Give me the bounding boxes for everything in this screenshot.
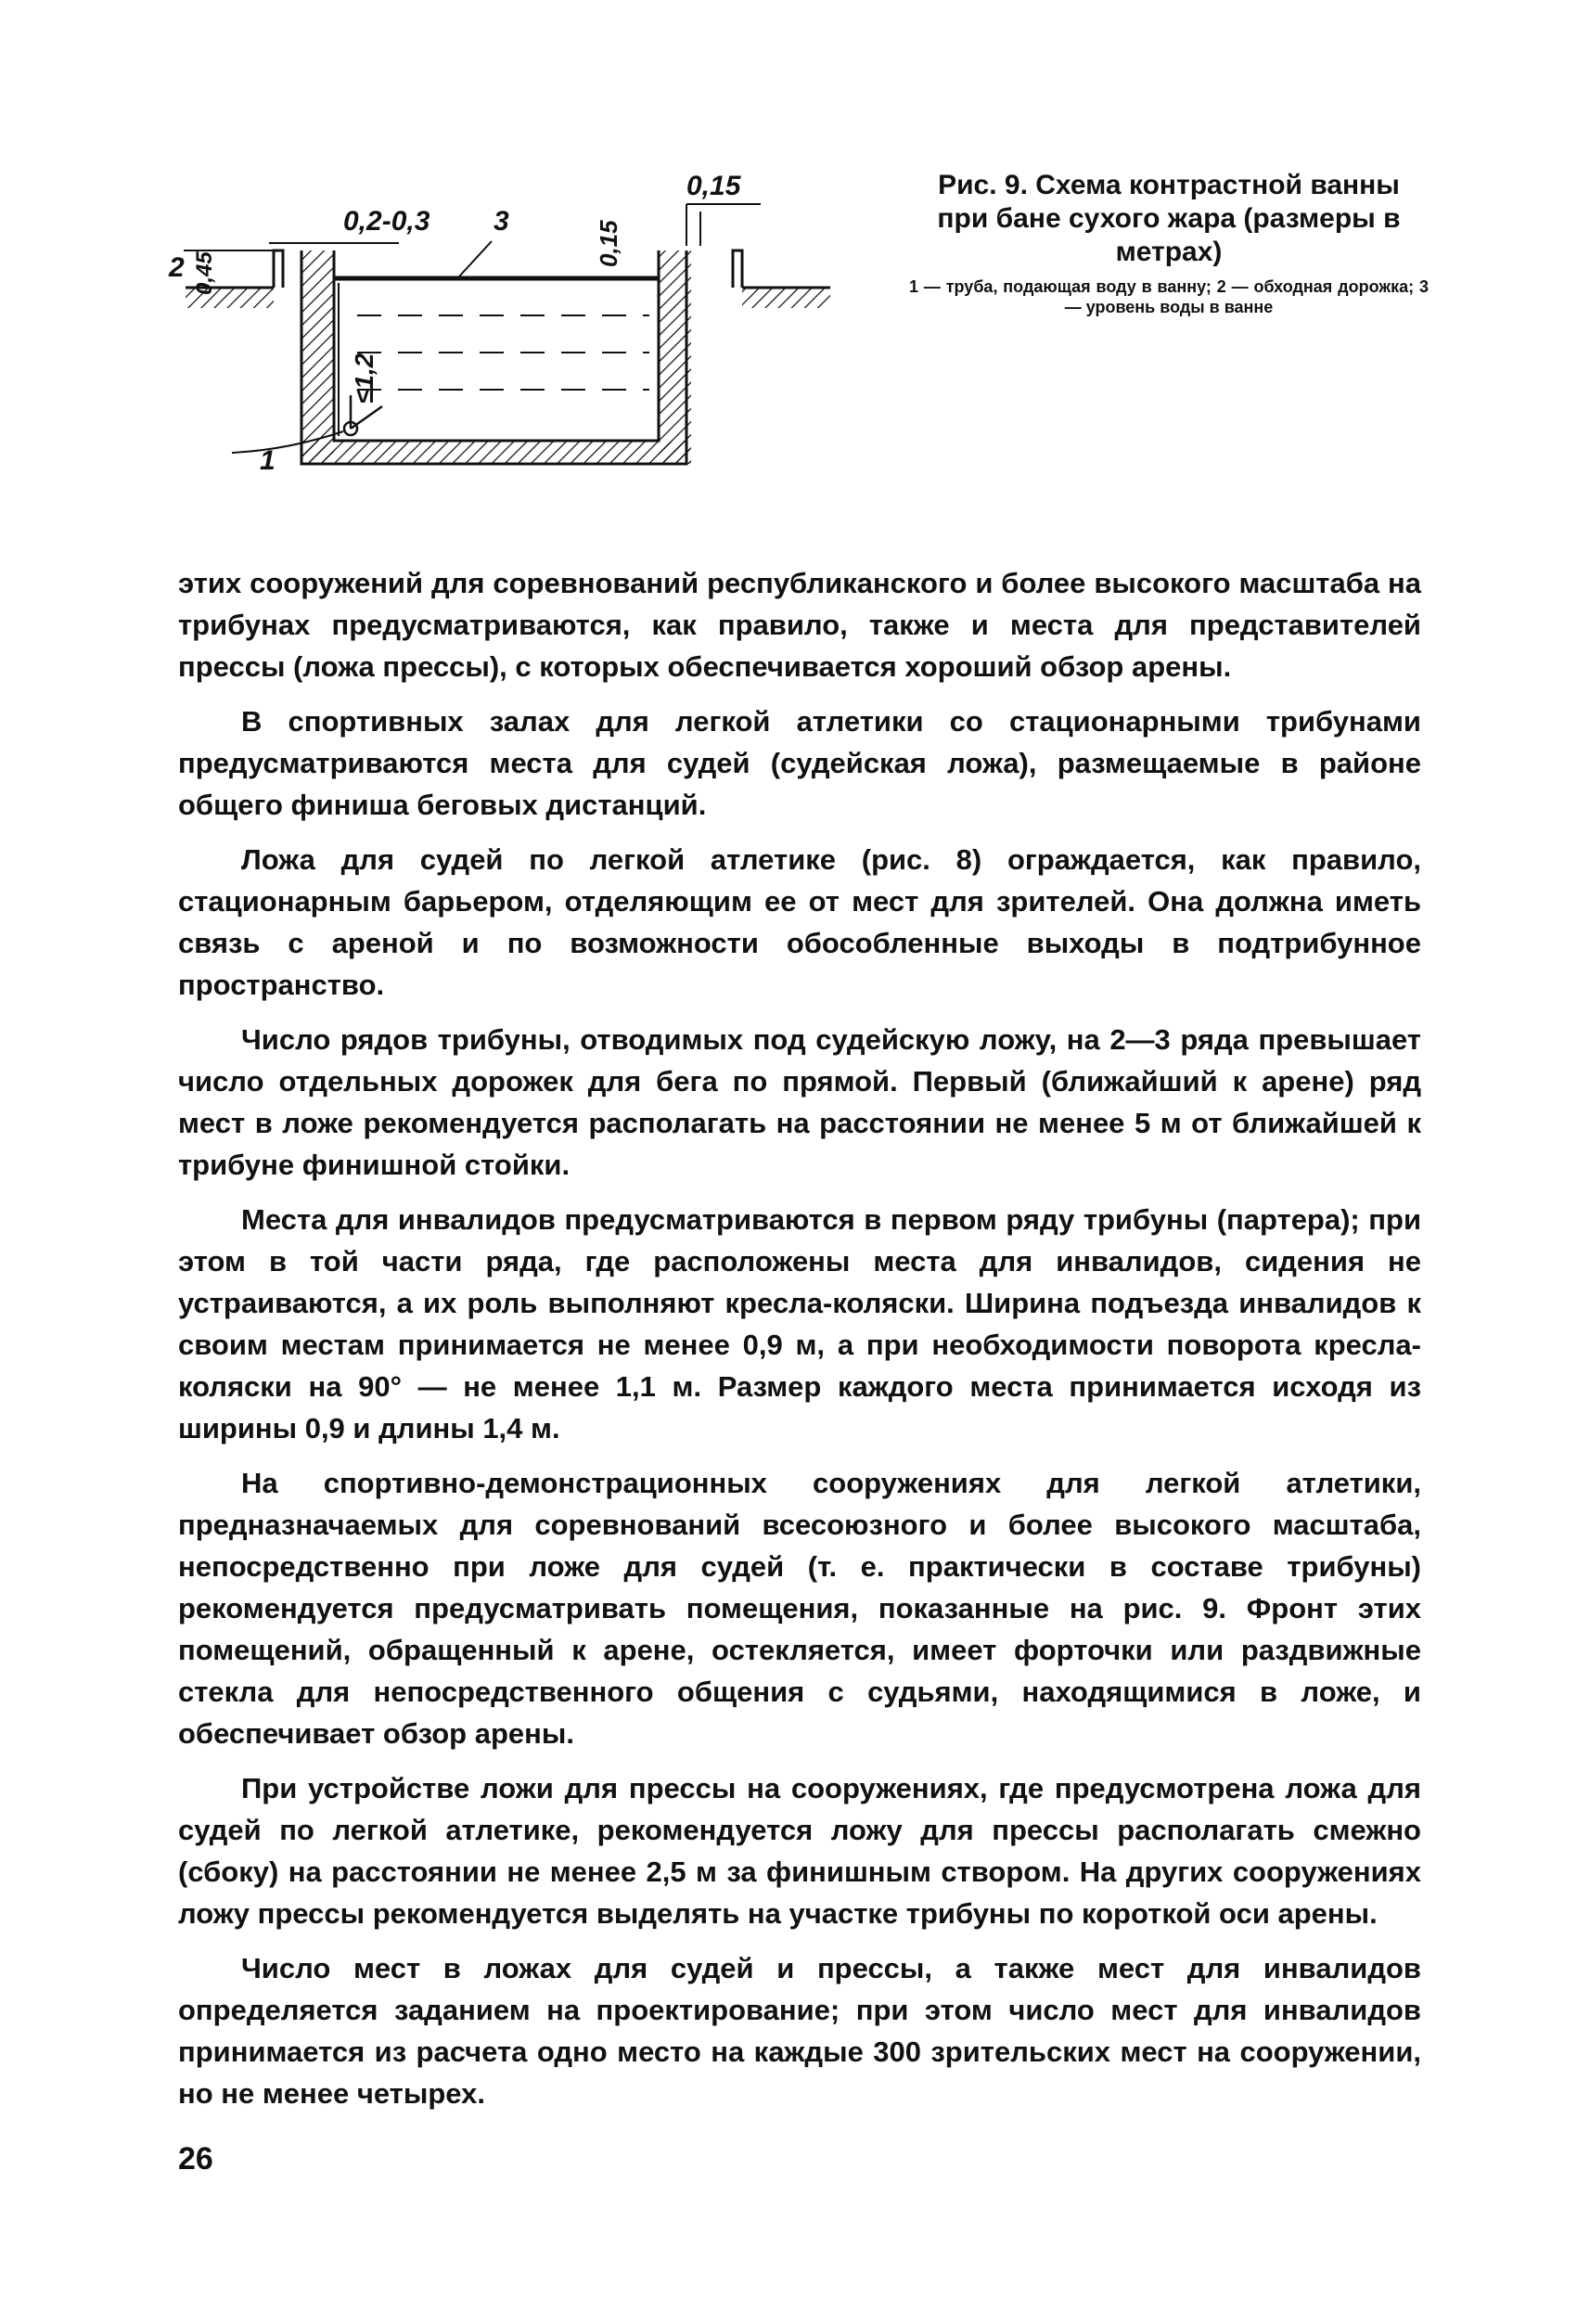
dim-0-45: 0,45	[192, 251, 217, 295]
wall-right	[659, 250, 691, 464]
paragraph-8: Число мест в ложах для судей и прессы, а также мест для инвалидов определяется заданием на проектирование; при этом число мест для инвалидов принимается из расчета одно место на каждые 300 зрительских мест на сооружении, но не менее четырех.	[178, 1952, 1421, 2110]
paragraph-1: этих сооружений для соревнований республиканского и более высокого масштаба на трибунах предусматриваются, как правило, также и места для представителей прессы (ложа прессы), с которых обеспечивается хороший обзор арены.	[178, 567, 1421, 683]
label-1: 1	[260, 445, 276, 476]
dim-0-15-top: 0,15	[686, 171, 741, 201]
curb-left	[274, 250, 283, 288]
contrast-bath-diagram	[167, 158, 872, 492]
curb-right	[733, 250, 742, 288]
dim-0-15-side: 0,15	[595, 220, 622, 267]
ground-right	[742, 288, 830, 308]
bath-floor	[301, 441, 691, 464]
label-3: 3	[494, 206, 509, 237]
paragraph-5: Места для инвалидов предусматриваются в первом ряду трибуны (партера); при этом в той части ряда, где расположены места для инвалидов, сидения не устраиваются, а их роль выполняют кресла-коляски. Ширина подъезда инвалидов к своим местам принимается не менее 0,9 м, а при необходимости поворота кресла-коляски на 90° — не менее 1,1 м. Размер каждого места принимается исходя из ширины 0,9 и длины 1,4 м.	[178, 1203, 1421, 1444]
label-2: 2	[169, 252, 185, 283]
figure-9	[167, 158, 1429, 492]
wall-left	[301, 250, 334, 464]
paragraph-6: На спортивно-демонстрационных сооружениях для легкой атлетики, предназначаемых для соревнований всесоюзного и более высокого масштаба, непосредственно при ложе для судей (т. е. практически в составе трибуны) рекомендуется предусматривать помещения, показанные на рис. 9. Фронт этих помещений, обращенный к арене, остекляется, имеет форточки или раздвижные стекла для непосредственного общения с судьями, находящимися в ложе, и обеспечивает обзор арены.	[178, 1467, 1421, 1750]
dim-le-1-2: ≤1,2	[350, 353, 378, 404]
figure-legend: 1 — труба, подающая воду в ванну; 2 — обходная дорожка; 3 — уровень воды в ванне	[909, 277, 1429, 316]
body-text	[178, 562, 1421, 2127]
paragraph-7: При устройстве ложи для прессы на сооружениях, где предусмотрена ложа для судей по легкой атлетике, рекомендуется ложу для прессы располагать смежно (сбоку) на расстоянии не менее 2,5 м за финишным створом. На других сооружениях ложу прессы рекомендуется выделять на участке трибуны по короткой оси арены.	[178, 1772, 1421, 1930]
paragraph-4: Число рядов трибуны, отводимых под судейскую ложу, на 2—3 ряда превышает число отдельных дорожек для бега по прямой. Первый (ближайший к арене) ряд мест в ложе рекомендуется располагать на расстоянии не менее 5 м от ближайшей к трибуне финишной стойки.	[178, 1023, 1421, 1181]
paragraph-2: В спортивных залах для легкой атлетики со стационарными трибунами предусматриваются места для судей (судейская ложа), размещаемые в районе общего финиша беговых дистанций.	[178, 705, 1421, 821]
figure-caption	[909, 169, 1429, 317]
paragraph-3: Ложа для судей по легкой атлетике (рис. 8) ограждается, как правило, стационарным барьером, отделяющим ее от мест для зрителей. Она должна иметь связь с ареной и по возможности обособленные выходы в подтрибунное пространство.	[178, 843, 1421, 1001]
figure-title: Рис. 9. Схема контрастной ванны при бане сухого жара (размеры в метрах)	[937, 170, 1401, 267]
page-number: 26	[178, 2141, 213, 2176]
dim-0-2-0-3: 0,2-0,3	[343, 206, 430, 237]
